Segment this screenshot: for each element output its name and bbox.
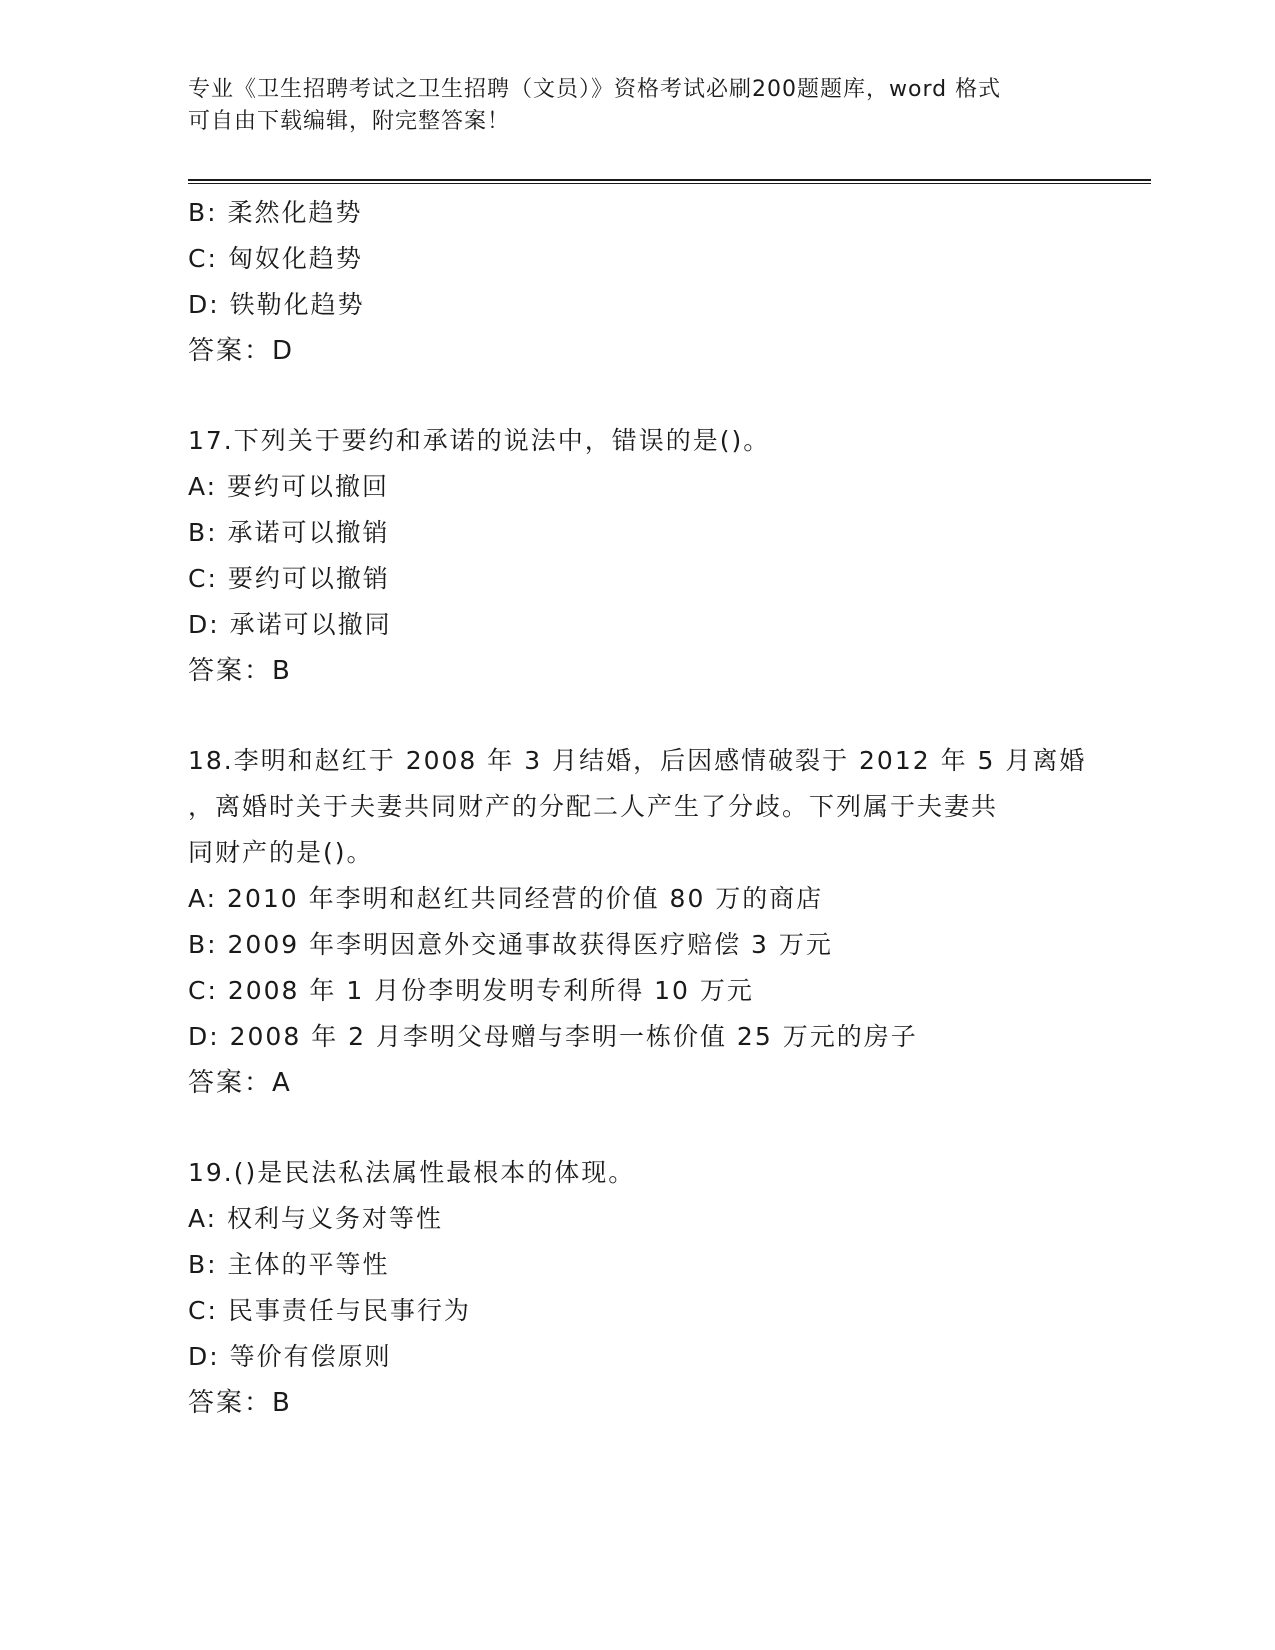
question-17-block [188, 418, 1088, 694]
option-d: D: 承诺可以撤同 [188, 610, 392, 639]
question-content [188, 190, 1088, 1426]
option-c: C: 匈奴化趋势 [188, 244, 363, 273]
option-a: A: 要约可以撤回 [188, 472, 390, 501]
answer-label: 答案：B [188, 656, 292, 686]
answer-label: 答案：A [188, 1068, 292, 1098]
option-c: C: 民事责任与民事行为 [188, 1296, 471, 1325]
option-b: B: 2009 年李明因意外交通事故获得医疗赔偿 3 万元 [188, 930, 833, 959]
question-16-block [188, 190, 1088, 374]
question-stem: 17.下列关于要约和承诺的说法中，错误的是()。 [188, 426, 771, 455]
spacer [188, 1106, 1088, 1150]
option-c: C: 2008 年 1 月份李明发明专利所得 10 万元 [188, 976, 754, 1005]
question-stem-line-1: 18.李明和赵红于 2008 年 3 月结婚，后因感情破裂于 2012 年 5 月离婚 [188, 746, 1087, 775]
spacer [188, 694, 1088, 738]
option-b: B: 承诺可以撤销 [188, 518, 390, 547]
option-d: D: 铁勒化趋势 [188, 290, 365, 319]
header-title-line-1: 专业《卫生招聘考试之卫生招聘（文员）》资格考试必刷200题题库，word 格式 [188, 77, 1002, 102]
header-title-line-2: 可自由下载编辑，附完整答案！ [188, 109, 511, 134]
option-a: A: 2010 年李明和赵红共同经营的价值 80 万的商店 [188, 884, 824, 913]
question-stem: 19.()是民法私法属性最根本的体现。 [188, 1158, 636, 1187]
question-stem-line-2: ，离婚时关于夫妻共同财产的分配二人产生了分歧。下列属于夫妻共 [188, 792, 999, 821]
question-19-block [188, 1150, 1088, 1426]
header-divider [188, 179, 1151, 184]
answer-label: 答案：B [188, 1388, 292, 1418]
option-a: A: 权利与义务对等性 [188, 1204, 444, 1233]
option-b: B: 主体的平等性 [188, 1250, 390, 1279]
question-stem-line-3: 同财产的是()。 [188, 838, 374, 867]
option-b: B: 柔然化趋势 [188, 198, 363, 227]
option-d: D: 2008 年 2 月李明父母赠与李明一栋价值 25 万元的房子 [188, 1022, 918, 1051]
answer-label: 答案：D [188, 336, 295, 366]
question-18-block [188, 738, 1088, 1106]
option-c: C: 要约可以撤销 [188, 564, 390, 593]
option-d: D: 等价有偿原则 [188, 1342, 392, 1371]
page-header [188, 74, 1088, 138]
spacer [188, 374, 1088, 418]
